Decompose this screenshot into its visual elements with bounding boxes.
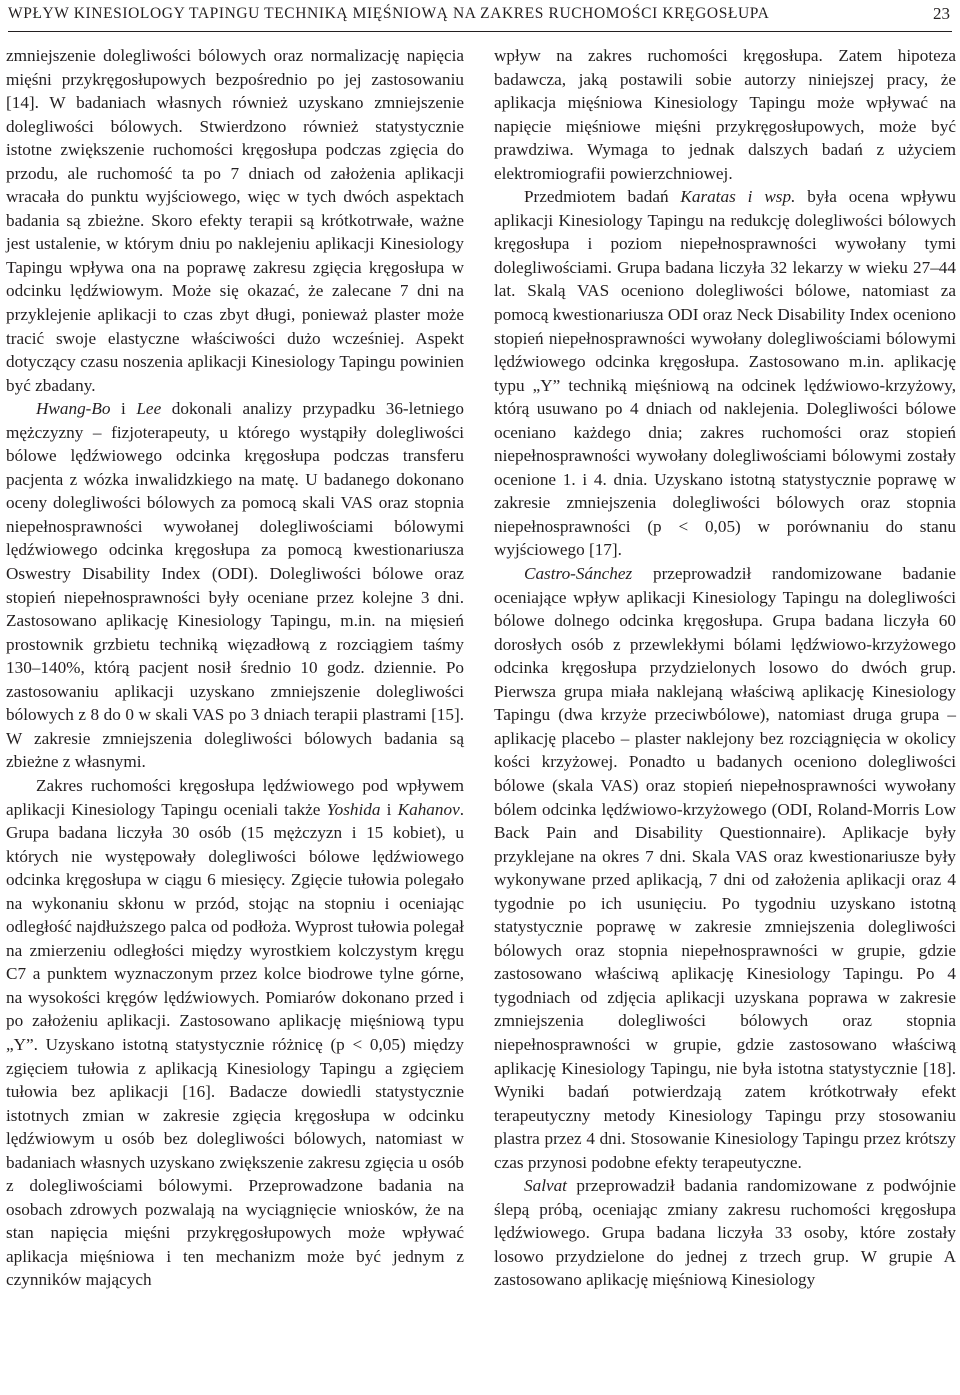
paragraph-text: dokonali analizy przypadku 36-letniego mężczyzny – fizjoterapeuty, u którego wystąpiły dolegliwości bólowe lędźwiowego odcinka kręgosłupa podczas transferu pacjenta z wózka inwalidzkiego na matę. U badanego dokonano oceny dolegliwości bólowych za pomocą skali VAS oraz stopnia niepełnosprawności wywołanej dolegliwościami bólowymi lędźwiowego odcinka kręgosłupa za pomocą kwestionariusza Oswestry Disability Index (ODI). Dolegliwości bólowe oraz stopień niepełnosprawności były oceniane przez kolejne 3 dni. Zastosowano aplikację Kinesiology Tapingu, m.in. na mięsień prostownik grzbietu techniką więzadłową z rozciągiem taśmy 130–140%, którą pacjent nosił średnio 10 godz. dziennie. Po zastosowaniu aplikacji uzyskano zmniejszenie dolegliwości bólowych z 8 do 0 w skali VAS po 3 dniach terapii plastrami [15]. W zakresie zmniejszenia dolegliwości bólowych badania są zbieżne z własnymi. bbox=[6, 399, 465, 772]
right-column bbox=[494, 44, 956, 1292]
author-name: Salvat bbox=[524, 1176, 567, 1196]
paragraph bbox=[494, 44, 956, 185]
paragraph bbox=[6, 774, 464, 1292]
author-name: Karatas i wsp. bbox=[680, 187, 796, 207]
left-column bbox=[6, 44, 464, 1292]
paragraph bbox=[494, 562, 956, 1174]
paragraph-text: zmniejszenie dolegliwości bólowych oraz normalizację napięcia mięśni przykręgosłupowych bezpośrednio po jej zastosowaniu [14]. W badaniach własnych również uzyskano zmniejszenie dolegliwości bólowych. Stwierdzono również statystycznie istotne zwiększenie ruchomości kręgosłupa podczas zgięcia do przodu, ale ruchomość ta po 7 dniach od założenia aplikacji wracała do punktu wyjściowego, więc w tych dwóch aspektach badania są zbieżne. Skoro efekty terapii są krótkotrwałe, ważne jest ustalenie, w którym dniu po naklejeniu aplikacji Kinesiology Tapingu wpływa ona na poprawę zakresu zgięcia kręgosłupa w odcinku lędźwiowym. Może się okazać, że zalecane 7 dni na przyklejenie aplikacji to czas zbyt długi, ponieważ plaster może tracić swoje elastyczne właściwości dużo wcześniej. Aspekt dotyczący czasu noszenia aplikacji Kinesiology Tapingu powinien być zbadany. bbox=[6, 46, 464, 395]
paragraph-text: i bbox=[380, 799, 398, 819]
running-title: WPŁYW KINESIOLOGY TAPINGU TECHNIKĄ MIĘŚNIOWĄ NA ZAKRES RUCHOMOŚCI KRĘGOSŁUPA bbox=[8, 5, 770, 22]
paragraph bbox=[6, 44, 464, 397]
author-name: Yoshida bbox=[326, 799, 381, 819]
running-header bbox=[8, 5, 952, 32]
paragraph-text: przeprowadził badania randomizowane z podwójnie ślepą próbą, oceniając zmiany zakresu ruchomości kręgosłupa lędźwiowego. Grupa badana liczyła 33 osoby, które zostały losowo przydzielone do jednej z trzech grup. W grupie A zastosowano aplikację mięśniową Kinesiology bbox=[494, 1176, 956, 1290]
paragraph-text: Przedmiotem badań bbox=[524, 187, 681, 207]
paragraph-text: Zakres ruchomości kręgosłupa lędźwiowego pod wpływem aplikacji Kinesiology Tapingu oceniali także bbox=[6, 775, 464, 819]
paragraph bbox=[6, 397, 464, 774]
paragraph-text: przeprowadził randomizowane badanie oceniające wpływ aplikacji Kinesiology Tapingu na dolegliwości bólowe dolnego odcinka kręgosłupa. Grupa badana liczyła 60 dorosłych osób z przewlekłymi bólami lędźwiowo-krzyżowego odcinka kręgosłupa przydzielonych losowo do dwóch grup. Pierwsza grupa miała naklejaną właściwą aplikację Kinesiology Tapingu (dwa krzyże przeciwbólowe), natomiast druga grupa – aplikację placebo – plaster naklejony bez rozciągnięcia w okolicy kości krzyżowej. Ponadto u badanych oceniono dolegliwości bólowe (skala VAS) oraz stopień niepełnosprawności wywołany bólem odcinka lędźwiowo-krzyżowego (ODI, Roland-Morris Low Back Pain and Disability Questionnaire). Aplikacje były przyklejane na okres 7 dni. Skala VAS oraz kwestionariusze były wykonywane przed aplikacją, 7 dni od założenia aplikacji oraz 4 tygodnie po ich usunięciu. Po tygodniu uzyskano istotną statystycznie poprawę w zakresie zmniejszenia dolegliwości bólowych oraz stopnia niepełnosprawności w grupie, gdzie zastosowano właściwą aplikację Kinesiology Tapingu. Po 4 tygodniach od zdjęcia aplikacji uzyskana poprawa w zakresie zmniejszenia dolegliwości bólowych oraz stopnia niepełnosprawności w grupie, gdzie zastosowano właściwą aplikację Kinesiology Tapingu, nie była istotna statystycznie [18]. Wyniki badań potwierdzają zatem krótkotrwały efekt terapeutyczny metody Kinesiology Tapingu przy stosowaniu plastra przez 4 dni. Stosowanie Kinesiology Tapingu przez krótszy czas przynosi podobne efekty terapeutyczne. bbox=[494, 564, 956, 1172]
author-name: Castro-Sánchez bbox=[524, 564, 633, 584]
paragraph bbox=[494, 185, 956, 562]
page-number: 23 bbox=[933, 4, 950, 23]
paragraph-text: i bbox=[110, 399, 137, 419]
paragraph-text: . Grupa badana liczyła 30 osób (15 mężczyzn i 15 kobiet), u których nie występowały dolegliwości bólowe lędźwiowego odcinka kręgosłupa w ciągu 6 miesięcy. Zgięcie tułowia polegało na wykonaniu skłonu w przód, stojąc na stopniu i oceniając odległość najdłuższego palca od podłoża. Wyprost tułowia polegał na zmierzeniu odległości między wyrostkiem kolczystym kręgu C7 a punktem wyznaczonym przez kolce biodrowe tylne górne, na wysokości kręgów lędźwiowych. Pomiarów dokonano przed i po założeniu aplikacji. Zastosowano aplikację mięśniową typu „Y”. Uzyskano istotną statystycznie różnicę (p < 0,05) między zgięciem tułowia z aplikacją Kinesiology Tapingu a zgięciem tułowia bez aplikacji [16]. Badacze dowiedli statystycznie istotnych zmian w zakresie zgięcia kręgosłupa w odcinku lędźwiowym u osób bez dolegliwości bólowych, natomiast w badaniach własnych uzyskano zwiększenie zakresu zgięcia u osób z dolegliwościami bólowymi. Przeprowadzone badania na osobach zdrowych pozwalają na wyciągnięcie wniosków, że na stan napięcia mięśni przykręgosłupowych może wpływać aplikacja mięśniowa i ten mechanizm może być jednym z czynników mających bbox=[6, 799, 464, 1290]
author-name: Lee bbox=[136, 399, 162, 419]
author-name: Hwang-Bo bbox=[36, 399, 111, 419]
author-name: Kahanov bbox=[397, 799, 460, 819]
paragraph bbox=[494, 1174, 956, 1292]
paragraph-text: była ocena wpływu aplikacji Kinesiology Tapingu na redukcję dolegliwości bólowych kręgosłupa i poziom niepełnosprawności wywołany tymi dolegliwościami. Grupa badana liczyła 32 lekarzy w wieku 27–44 lat. Skalą VAS oceniono dolegliwości bólowe, natomiast za pomocą kwestionariusza ODI oraz Neck Disability Index oceniono stopień niepełnosprawności wywołany dolegliwościami bólowymi lędźwiowego odcinka kręgosłupa. Zastosowano m.in. aplikację typu „Y” techniką mięśniową na odcinek lędźwiowo-krzyżowy, którą usuwano po 4 dniach od naklejenia. Dolegliwości bólowe oceniano każdego dnia; zakres ruchomości oraz stopień niepełnosprawności wywołany dolegliwościami bólowymi zostały ocenione 1. i 4. dnia. Uzyskano istotną statystycznie poprawę w zakresie zmniejszenia dolegliwości bólowych oraz stopnia niepełnosprawności (p < 0,05) w porównaniu do stanu wyjściowego [17]. bbox=[494, 187, 957, 560]
paragraph-text: wpływ na zakres ruchomości kręgosłupa. Zatem hipoteza badawcza, jaką postawili sobie autorzy niniejszej pracy, że aplikacja mięśniowa Kinesiology Tapingu może wpływać na napięcie mięśniowe mięśni przykręgosłupowych, może być prawdziwa. Wymaga to jednak dalszych badań z użyciem elektromiografii powierzchniowej. bbox=[494, 46, 956, 183]
